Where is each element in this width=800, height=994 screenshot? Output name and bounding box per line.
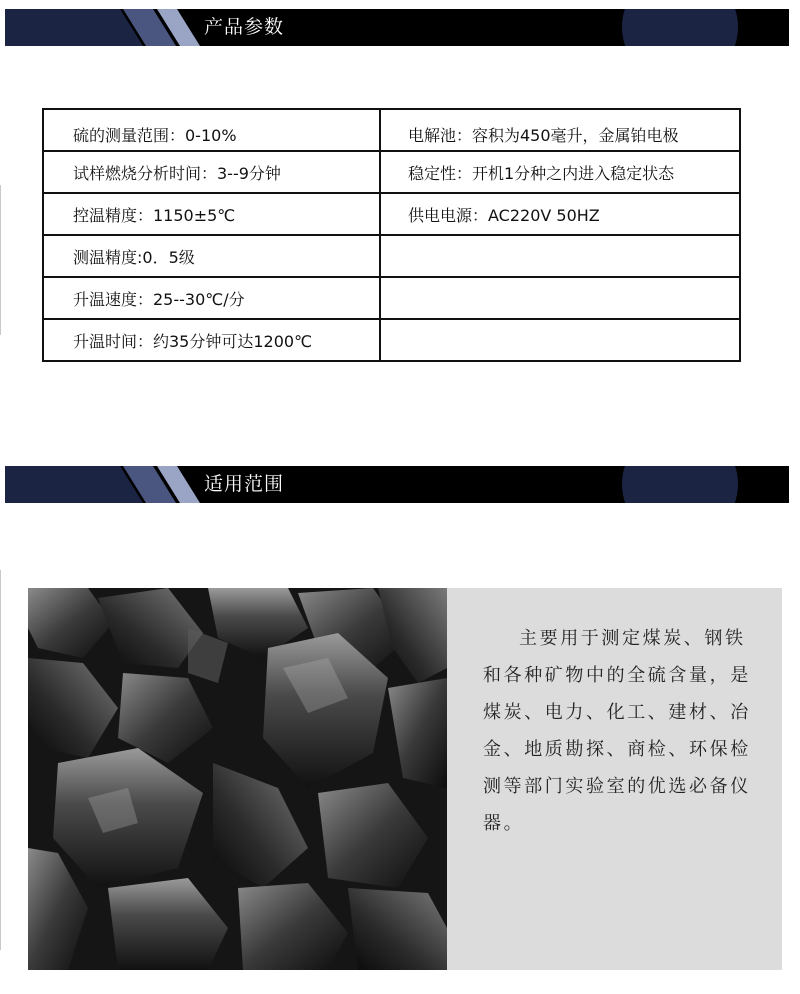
header-stripe-decoration (5, 466, 789, 503)
table-cell: 稳定性：开机1分种之内进入稳定状态 (380, 151, 740, 193)
table-row (43, 193, 740, 235)
table-cell: 控温精度：1150±5℃ (43, 193, 380, 235)
coal-photo (28, 588, 447, 970)
section-title: 产品参数 (204, 16, 285, 38)
coal-illustration (28, 588, 447, 970)
table-cell: 升温时间：约35分钟可达1200℃ (43, 319, 380, 361)
section-title: 适用范围 (204, 473, 285, 495)
section-header-scope (5, 466, 789, 503)
table-cell: 供电电源：AC220V 50HZ (380, 193, 740, 235)
left-edge-line (0, 570, 1, 950)
table-row (43, 109, 740, 151)
table-cell: 试样燃烧分析时间：3--9分钟 (43, 151, 380, 193)
table-cell: 硫的测量范围：0-10% (43, 109, 380, 151)
table-cell (380, 277, 740, 319)
table-cell: 升温速度：25--30℃/分 (43, 277, 380, 319)
table-row (43, 151, 740, 193)
scope-description-panel (447, 588, 782, 970)
table-row (43, 235, 740, 277)
scope-description: 主要用于测定煤炭、钢铁和各种矿物中的全硫含量，是煤炭、电力、化工、建材、冶金、地质勘探、商检、环保检测等部门实验室的优选必备仪器。 (483, 628, 751, 834)
table-cell: 测温精度:0．5级 (43, 235, 380, 277)
left-edge-line (0, 185, 1, 335)
table-cell (380, 235, 740, 277)
table-cell: 电解池：容积为450毫升，金属铂电极 (380, 109, 740, 151)
product-params-table (42, 108, 741, 362)
table-row (43, 277, 740, 319)
table-cell (380, 319, 740, 361)
section-header-params (5, 9, 789, 46)
header-stripe-decoration (5, 9, 789, 46)
table-row (43, 319, 740, 361)
